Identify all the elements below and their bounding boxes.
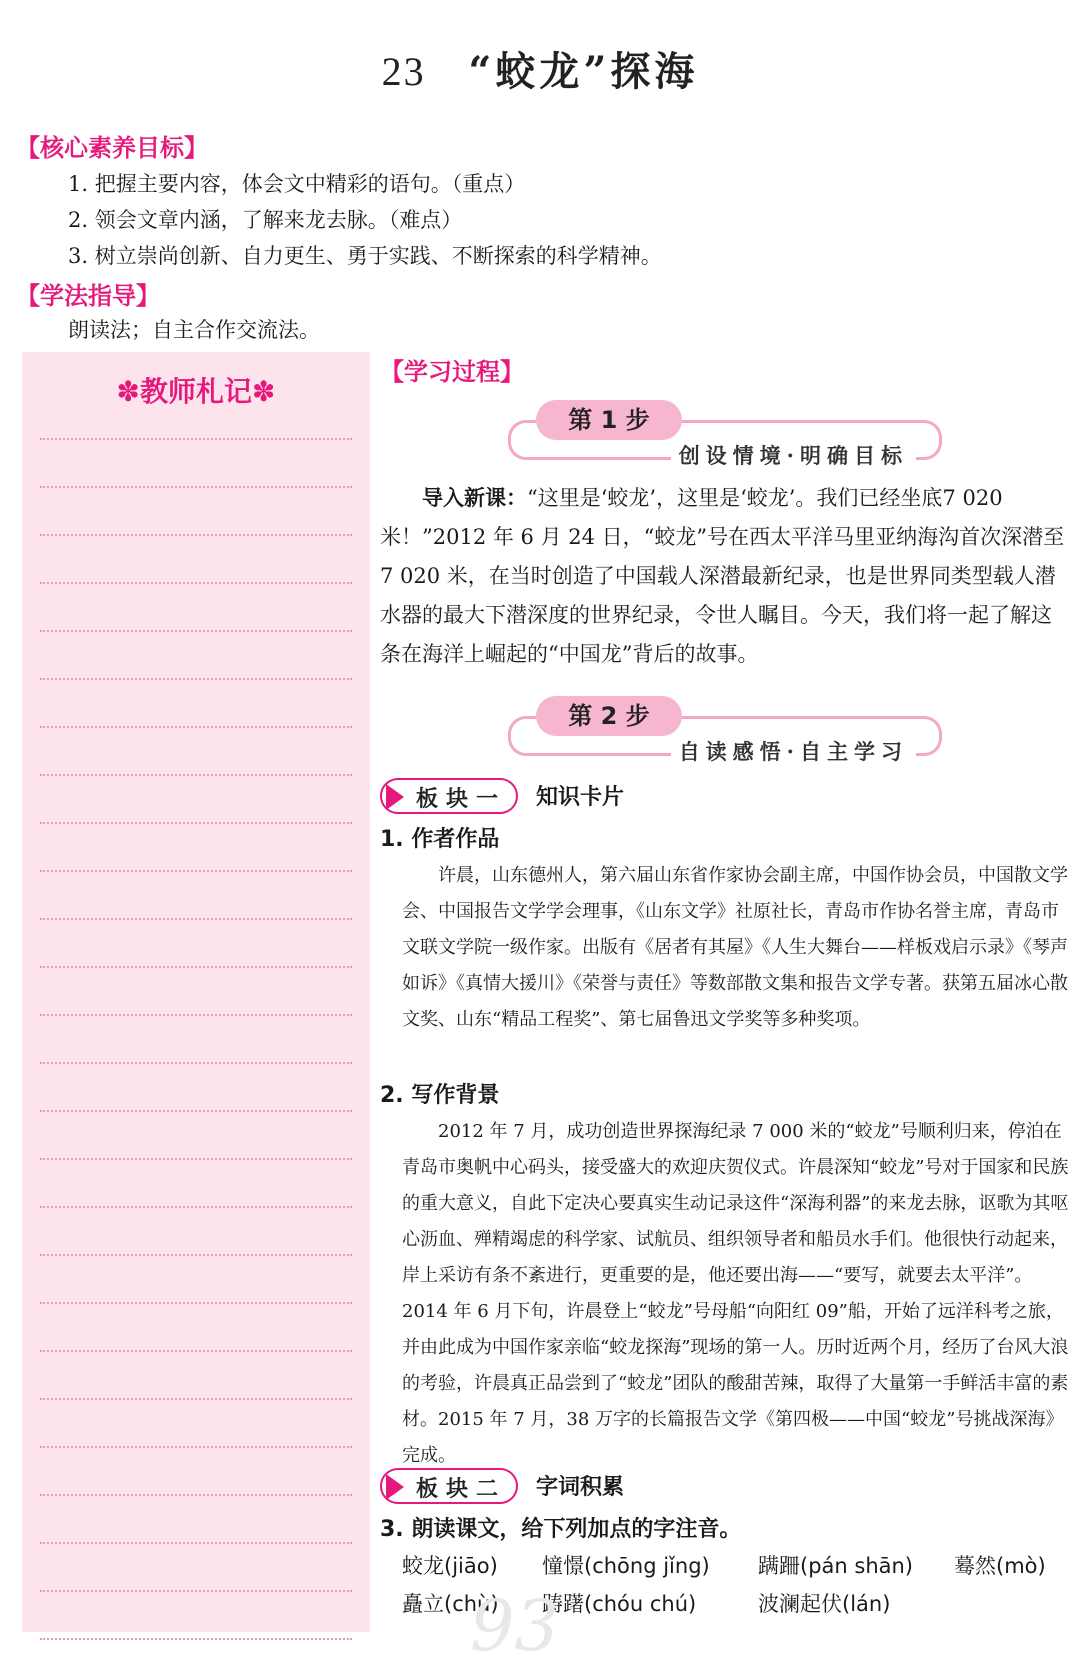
author-text: 许晨，山东德州人，第六届山东省作家协会副主席，中国作协会员，中国散文学会、中国报告文学学会理事，《山东文学》社原社长，青岛市作协名誉主席，青岛市文联文学院一级作家。出版有《居者有其屋》《人生大舞台——样板戏启示录》《琴声如诉》《真情大援川》《荣誉与责任》等数部散文集和报告文学专著。获第五届冰心散文奖、山东“精品工程奖”、第七届鲁迅文学奖等多种奖项。 — [402, 865, 1068, 1030]
step-1-banner — [508, 400, 938, 480]
background-heading: 2. 写作背景 — [380, 1083, 500, 1108]
intro-paragraph — [380, 478, 1070, 674]
note-line — [40, 1206, 352, 1208]
note-line — [40, 534, 352, 536]
goal-item: 3. 树立崇尚创新、自力更生、勇于实践、不断探索的科学精神。 — [68, 244, 662, 268]
teacher-notes-panel — [22, 352, 370, 1632]
block-tag-label: 板块一 — [416, 787, 507, 812]
method-label: 【学法指导】 — [16, 282, 160, 310]
note-line — [40, 582, 352, 584]
vocab-item: 踌躇(chóu chú) — [542, 1592, 697, 1616]
block-tag — [380, 1468, 518, 1504]
block-two-header — [380, 1468, 1070, 1504]
note-line — [40, 870, 352, 872]
note-line — [40, 1542, 352, 1544]
lesson-number: 23 — [381, 49, 426, 94]
step-caption: 自读感悟·自主学习 — [671, 736, 916, 766]
block-tag — [380, 778, 518, 814]
note-line — [40, 486, 352, 488]
note-line — [40, 1014, 352, 1016]
page-number: 93 — [470, 1585, 560, 1667]
block-name: 字词积累 — [536, 1475, 625, 1500]
note-line — [40, 1110, 352, 1112]
note-line — [40, 726, 352, 728]
note-line — [40, 1446, 352, 1448]
note-line — [40, 1158, 352, 1160]
goal-item: 1. 把握主要内容，体会文中精彩的语句。（重点） — [68, 172, 526, 196]
note-line — [40, 678, 352, 680]
vocab-item: 矗立(chù) — [402, 1592, 499, 1616]
note-line — [40, 1350, 352, 1352]
block-tag-label: 板块二 — [416, 1477, 507, 1502]
note-line — [40, 822, 352, 824]
background-text: 2012 年 7 月，成功创造世界探海纪录 7 000 米的“蛟龙”号顺利归来，停泊在青岛市奥帆中心码头，接受盛大的欢迎庆贺仪式。许晨深知“蛟龙”号对于国家和民族的重大意义，自此下定决心要真实生动记录这件“深海利器”的来龙去脉，讴歌为其呕心沥血、殚精竭虑的科学家、试航员、组织领导者和船员水手们。他很快行动起来，岸上采访有条不紊进行，更重要的是，他还要出海——“要写，就要去太平洋”。2014 年 6 月下旬，许晨登上“蛟龙”号母船“向阳红 09”船，开始了远洋科考之旅，并由此成为中国作家亲临“蛟龙探海”现场的第一人。历时近两个月，经历了台风大浪的考验，许晨真正品尝到了“蛟龙”团队的酸甜苦辣，取得了大量第一手鲜活丰富的素材。2015 年 7 月，38 万字的长篇报告文学《第四极——中国“蛟龙”号挑战深海》完成。 — [402, 1121, 1069, 1466]
play-icon — [386, 784, 404, 810]
teacher-notes-title: ✽教师札记✽ — [116, 375, 276, 408]
vocab-item: 蛟龙(jiāo) — [402, 1554, 498, 1578]
note-line — [40, 630, 352, 632]
note-line — [40, 774, 352, 776]
process-label: 【学习过程】 — [380, 358, 524, 386]
step-caption: 创设情境·明确目标 — [671, 440, 916, 470]
play-icon — [386, 1474, 404, 1500]
note-line — [40, 1590, 352, 1592]
vocab-item: 蹒跚(pán shān) — [758, 1554, 913, 1578]
step-2-banner — [508, 696, 938, 776]
method-text: 朗读法；自主合作交流法。 — [68, 318, 320, 342]
note-line — [40, 438, 352, 440]
author-heading: 1. 作者作品 — [380, 827, 500, 852]
note-line — [40, 1638, 352, 1640]
vocab-item: 波澜起伏(lán) — [758, 1592, 891, 1616]
block-name: 知识卡片 — [536, 785, 625, 810]
block-one-header — [380, 778, 1070, 814]
note-line — [40, 918, 352, 920]
lesson-title — [0, 40, 1080, 97]
goal-item: 2. 领会文章内涵，了解来龙去脉。（难点） — [68, 208, 463, 232]
intro-text: “这里是‘蛟龙’，这里是‘蛟龙’。我们已经坐底7 020米！”2012 年 6 月 24 日，“蛟龙”号在西太平洋马里亚纳海沟首次深潜至 7 020 米，在当时创造了中国载人深潜最新纪录，也是世界同类型载人潜水器的最大下潜深度的世界纪录，令世人瞩目。今天，我们将一起了解这条在海洋上崛起的“中国龙”背后的故事。 — [380, 486, 1065, 666]
note-line — [40, 1302, 352, 1304]
note-line — [40, 1254, 352, 1256]
note-line — [40, 966, 352, 968]
lesson-name: “蛟龙”探海 — [468, 48, 699, 95]
note-line — [40, 1062, 352, 1064]
note-line — [40, 1494, 352, 1496]
core-goals-label: 【核心素养目标】 — [16, 134, 208, 162]
step-pill: 第 1 步 — [536, 400, 682, 440]
note-line — [40, 1398, 352, 1400]
vocab-item: 憧憬(chōng jǐng) — [542, 1554, 710, 1578]
vocab-item: 蓦然(mò) — [954, 1554, 1046, 1578]
intro-lead: 导入新课： — [422, 485, 527, 510]
step-pill: 第 2 步 — [536, 696, 682, 736]
vocab-heading: 3. 朗读课文，给下列加点的字注音。 — [380, 1517, 742, 1542]
